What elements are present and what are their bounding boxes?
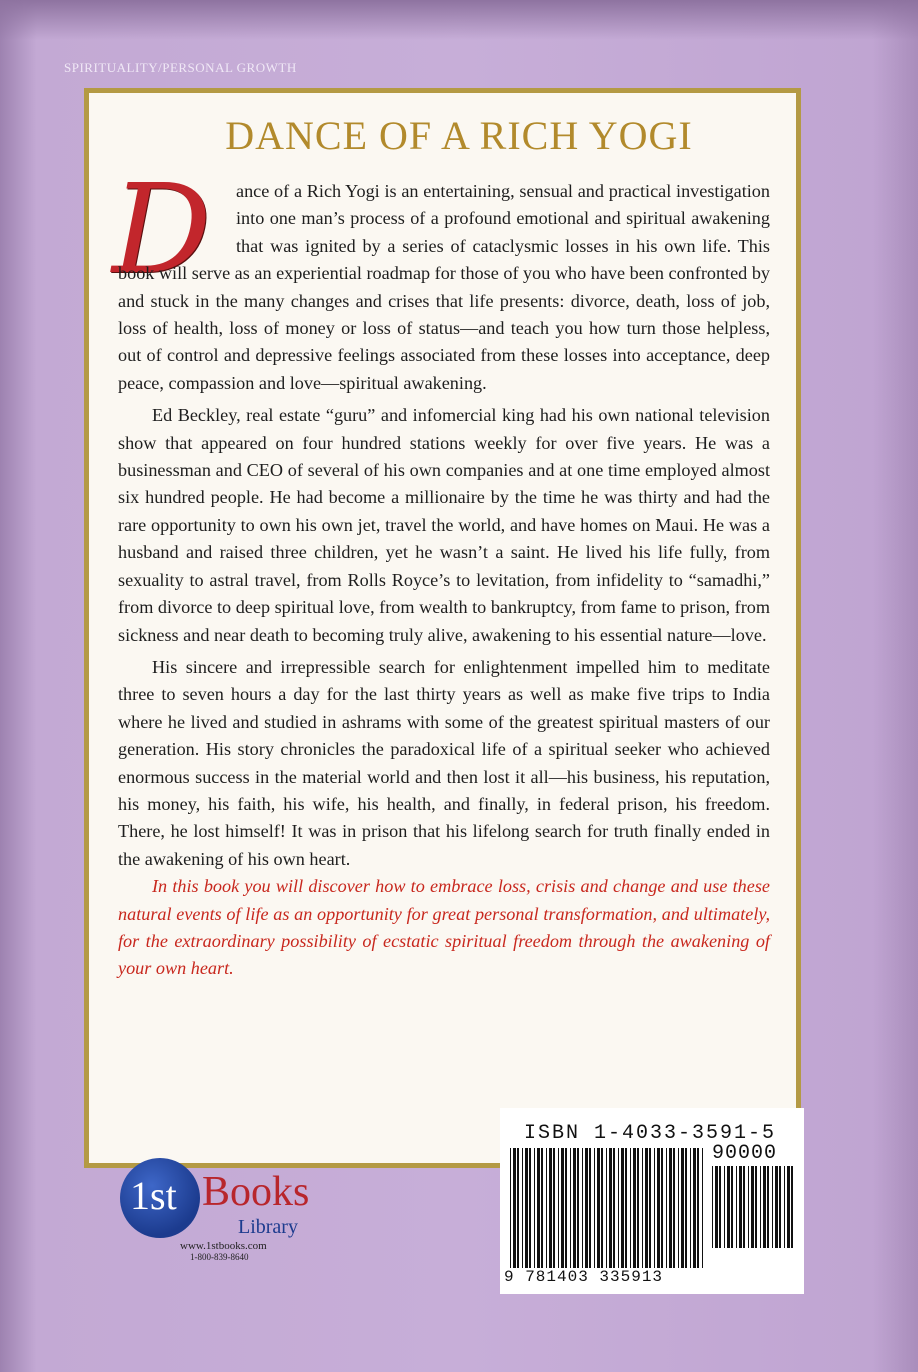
description-paragraph-3: His sincere and irrepressible search for enlightenment impelled him to meditate three to seven hours a day for the last thirty years as well as make five trips to India where he lived and studied in ashrams with some of the greatest spiritual masters of our generation. His story chronicles the paradoxical life of a spiritual seeker who achieved enormous success in the material world and then lost it all—his business, his reputation, his money, his faith, his wife, his health, and finally, in federal prison, his freedom. There, he lost himself! It was in prison that his lifelong search for truth finally ended in the awakening of his own heart. [118,656,770,869]
ean-digits: 9 781403 335913 [504,1268,664,1286]
barcode-icon [510,1148,706,1268]
drop-cap-spacer [118,178,236,258]
description-paragraph-2: Ed Beckley, real estate “guru” and infomercial king had his own national television show that appeared on four hundred stations weekly for over five years. He was a businessman and CEO of several of his own companies and at one time employed almost six hundred people. He had become a millionaire by the time he was thirty and had the rare opportunity to own his own jet, travel the world, and have homes on Maui. He was a husband and raised three children, yet he wasn’t a saint. He lived his life fully, from sexuality to astral travel, from Rolls Royce’s to levitation, from infidelity to “samadhi,” from divorce to deep spiritual love, from wealth to bankruptcy, from fame to prison, from sickness and near death to becoming truly alive, awakening to his essential nature—love. [118,405,770,645]
price-code: 90000 [712,1142,778,1165]
publisher-phone: 1-800-839-8640 [190,1252,249,1262]
publisher-logo [120,1150,340,1260]
publisher-url: www.1stbooks.com [180,1240,267,1252]
cover-top-shadow [0,0,918,40]
drop-cap-letter: D [112,158,212,302]
barcode-sticker [500,1108,804,1294]
isbn-label: ISBN 1-4033-3591-5 [524,1122,777,1145]
logo-books-text: Books [202,1169,310,1215]
category-label: SPIRITUALITY/PERSONAL GROWTH [64,60,297,75]
addon-barcode-icon [712,1166,794,1248]
closing-paragraph: In this book you will discover how to embrace loss, crisis and change and use these natural events of life as an opportunity for great personal transformation, and ultimately, for the extraordinary possibility of ecstatic spiritual freedom through the awakening of your own heart. [118,876,770,979]
description-paragraph-1: ance of a Rich Yogi is an entertaining, sensual and practical investigation into one man’s process of a profound emotional and spiritual awakening that was ignited by a series of cataclysmic losses in his own life. This book will serve as an experiential roadmap for those of you who have been confronted by and stuck in the many changes and crises that life presents: divorce, death, loss of job, loss of health, loss of money or loss of status—and teach you how turn those helpless, out of control and depressive feelings associated from these losses into acceptance, deep peace, compassion and love—spiritual awakening. [118,178,770,397]
logo-1st-text: 1st [130,1173,177,1218]
description-body [118,178,770,983]
logo-library-text: Library [238,1216,298,1238]
book-title: DANCE OF A RICH YOGI [225,113,693,158]
